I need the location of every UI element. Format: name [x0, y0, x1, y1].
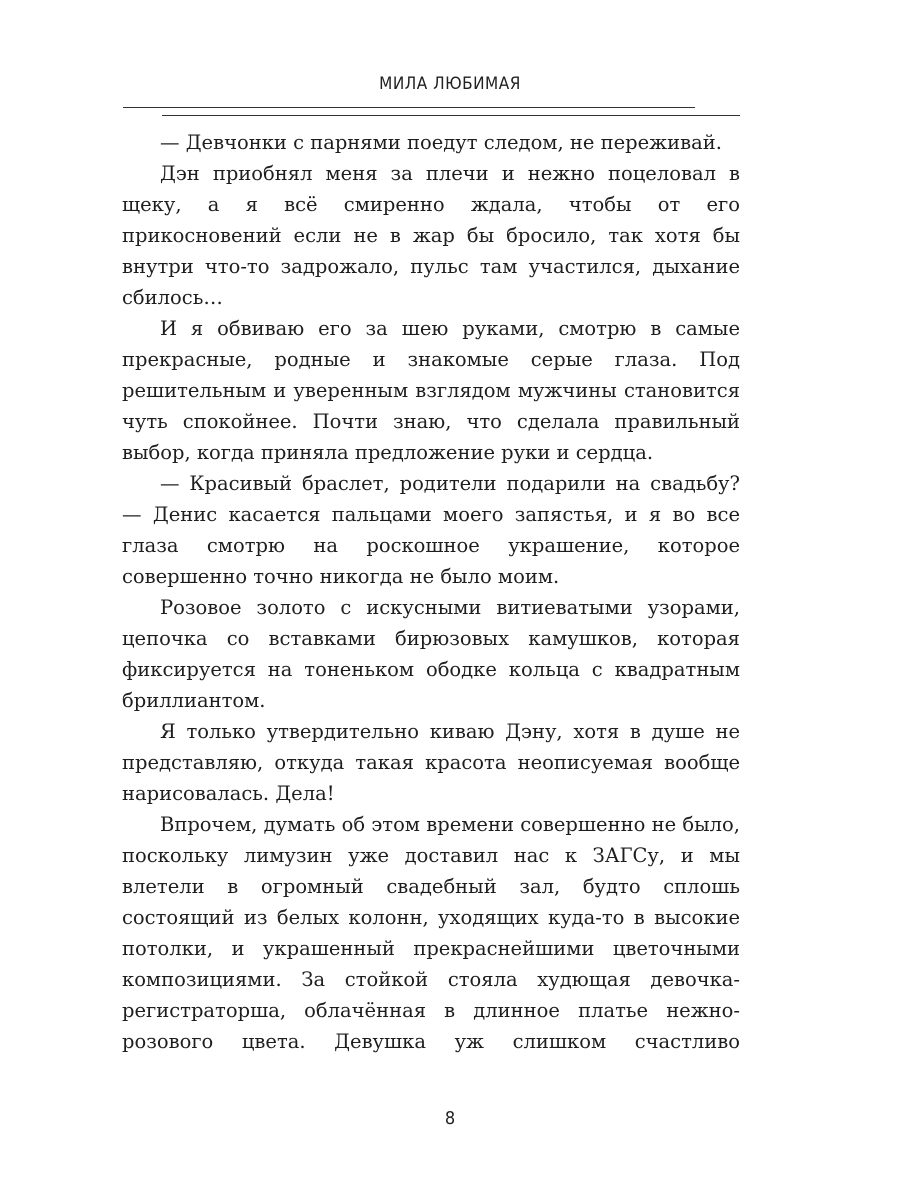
paragraph: — Девчонки с парнями поедут следом, не переживай.	[160, 131, 722, 154]
paragraph: Впрочем, думать об этом времени совершенно не было, поскольку лимузин уже доставил нас к ЗАГСу, и мы влетели в огромный свадебный зал, будто сплошь состоящий из белых колонн, уходящих куда-то в высокие потолки, и украшенный прекраснейшими цветочными композициями. За стойкой стояла худющая девочка-регистраторша, облачённая в длинное платье нежно-розового цвета. Девушка уж слишком счастливо	[122, 813, 740, 1053]
paragraph: И я обвиваю его за шею руками, смотрю в самые прекрасные, родные и знакомые серые глаза. Под решительным и уверенным взглядом мужчины становится чуть спокойнее. Почти знаю, что сделала правильный выбор, когда приняла предложение руки и сердца.	[122, 317, 740, 464]
header-rule-top	[123, 107, 695, 108]
page-number: 8	[444, 1108, 456, 1129]
paragraph: Я только утвердительно киваю Дэну, хотя в душе не представляю, откуда такая красота неописуемая вообще нарисовалась. Дела!	[122, 720, 740, 805]
paragraph: Розовое золото с искусными витиеватыми узорами, цепочка со вставками бирюзовых камушков, которая фиксируется на тоненьком ободке кольца с квадратным бриллиантом.	[122, 596, 740, 712]
paragraph: — Красивый браслет, родители подарили на свадьбу? — Денис касается пальцами моего запястья, и я во все глаза смотрю на роскошное украшение, которое совершенно точно никогда не было моим.	[122, 472, 740, 588]
body-text	[122, 127, 740, 1057]
header-rule-bottom	[162, 115, 740, 116]
paragraph: Дэн приобнял меня за плечи и нежно поцеловал в щеку, а я всё смиренно ждала, чтобы от его прикосновений если не в жар бы бросило, так хотя бы внутри что-то задрожало, пульс там участился, дыхание сбилось…	[122, 162, 740, 309]
running-head-author: МИЛА ЛЮБИМАЯ	[379, 74, 521, 94]
